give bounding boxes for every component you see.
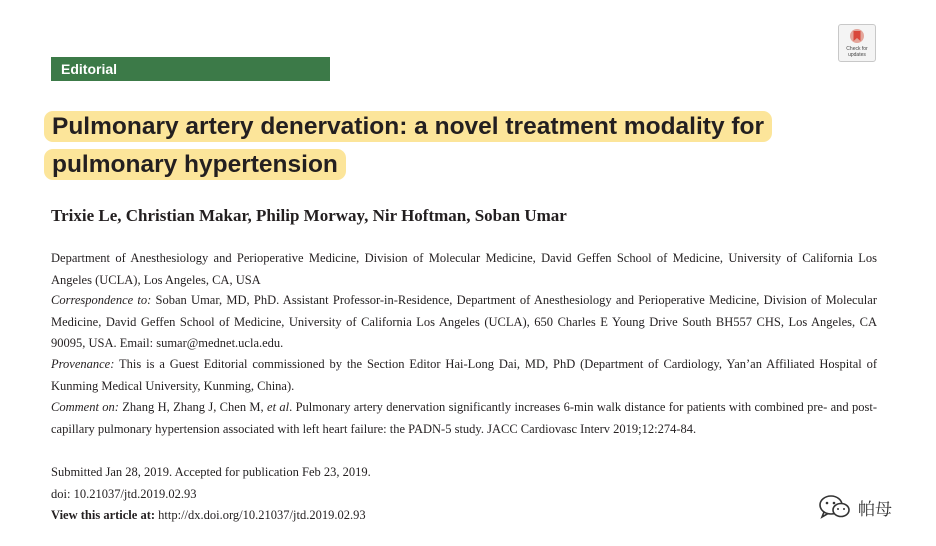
- view-label: View this article at:: [51, 508, 156, 522]
- watermark-text: 帕母: [858, 499, 892, 520]
- publication-info: [51, 462, 371, 527]
- article-url[interactable]: http://dx.doi.org/10.21037/jtd.2019.02.93: [155, 508, 366, 522]
- correspondence-label: Correspondence to:: [51, 293, 152, 307]
- submitted-dates: Submitted Jan 28, 2019. Accepted for publication Feb 23, 2019.: [51, 465, 371, 479]
- affiliation: Department of Anesthesiology and Perioperative Medicine, Division of Molecular Medicine, David Geffen School of Medicine, University of California Los Angeles (UCLA), Los Angeles, CA, USA: [51, 251, 877, 287]
- watermark: [818, 494, 892, 520]
- bookmark-icon: [849, 28, 865, 46]
- article-title: [44, 108, 844, 184]
- comment-text: . Pulmonary artery denervation significantly increases 6-min walk distance for patients with combined pre- and post-capillary pulmonary hypertension associated with left heart failure: the PADN-5 study. JACC Cardiovasc Interv 2019;12:274-84.: [51, 400, 878, 436]
- section-label: Editorial: [51, 57, 330, 81]
- provenance-label: Provenance:: [51, 357, 115, 371]
- correspondence-text: Soban Umar, MD, PhD. Assistant Professor-in-Residence, Department of Anesthesiology and Perioperative Medicine, Division of Molecular Medicine, David Geffen School of Medicine, University of California Los Angeles (UCLA), 650 Charles E Young Drive South BH557 CHS, Los Angeles, CA 90095, USA. Email: sumar@mednet.ucla.edu.: [51, 293, 877, 350]
- check-for-updates-badge[interactable]: [838, 24, 876, 62]
- view-article: [51, 505, 371, 527]
- correspondence: [51, 290, 877, 355]
- title-text: Pulmonary artery denervation: a novel treatment modality for pulmonary hypertension: [44, 111, 772, 180]
- provenance: [51, 354, 877, 397]
- comment-label: Comment on:: [51, 400, 119, 414]
- chat-bubbles-icon: [818, 494, 852, 520]
- comment-authors: Zhang H, Zhang J, Chen M,: [118, 400, 268, 414]
- comment-on: [51, 397, 877, 440]
- doi: doi: 10.21037/jtd.2019.02.93: [51, 486, 197, 501]
- provenance-text: This is a Guest Editorial commissioned by the Section Editor Hai-Long Dai, MD, PhD (Department of Cardiology, Yan’an Affiliated Hospital of Kunming Medical University, Kunming, China).: [51, 357, 877, 393]
- author-list: Trixie Le, Christian Makar, Philip Morway, Nir Hoftman, Soban Umar: [51, 206, 567, 225]
- comment-etal: et al: [267, 400, 290, 414]
- badge-text: Check for updates: [846, 46, 868, 58]
